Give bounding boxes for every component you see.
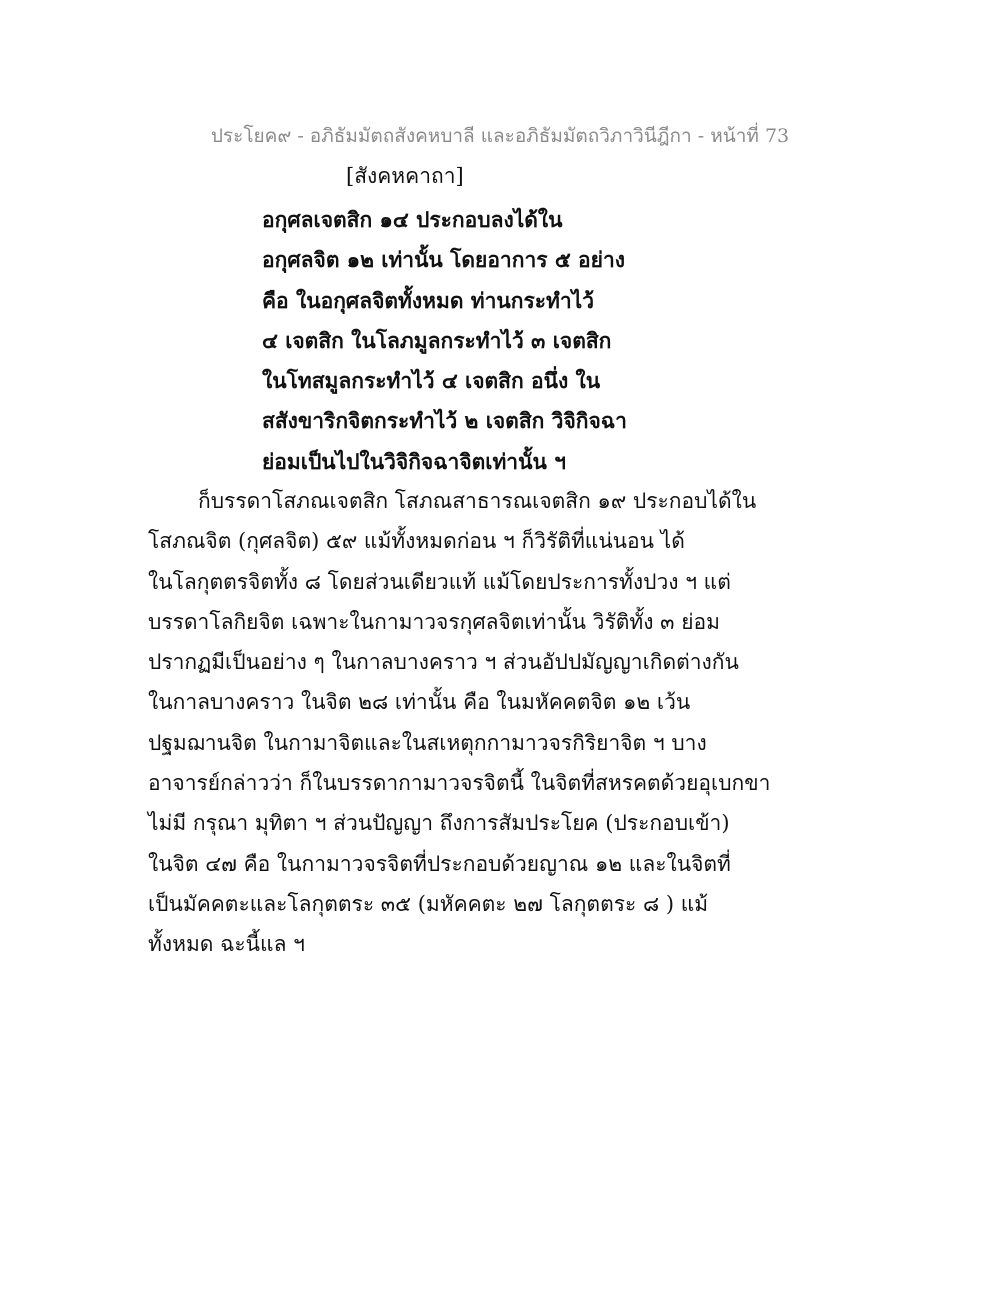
body-line: บรรดาโลกิยจิต เฉพาะในกามาวจรกุศลจิตเท่านั้น วิรัติทั้ง ๓ ย่อม: [148, 609, 720, 634]
verse-line: อกุศลจิต ๑๒ เท่านั้น โดยอาการ ๕ อย่าง: [262, 247, 625, 273]
body-paragraph: [148, 481, 770, 965]
body-line: ในโลกุตตรจิตทั้ง ๘ โดยส่วนเดียวแท้ แม้โดยประการทั้งปวง ฯ แต่: [148, 569, 731, 594]
verse-line: ย่อมเป็นไปในวิจิกิจฉาจิตเท่านั้น ฯ: [262, 448, 566, 474]
body-line: ทั้งหมด ฉะนี้แล ฯ: [148, 932, 305, 957]
body-line: ก็บรรดาโสภณเจตสิก โสภณสาธารณเจตสิก ๑๙ ประกอบได้ใน: [198, 489, 757, 513]
body-line: ปรากฏมีเป็นอย่าง ๆ ในกาลบางคราว ฯ ส่วนอัปปมัญญาเกิดต่างกัน: [148, 650, 739, 675]
verse-line: สสังขาริกจิตกระทำไว้ ๒ เจตสิก วิจิกิจฉา: [262, 408, 627, 434]
verse-block: [262, 200, 627, 482]
section-title: [สังคหคาถา]: [346, 164, 464, 188]
body-line: อาจารย์กล่าวว่า ก็ในบรรดากามาวจรจิตนี้ ในจิตที่สหรคตด้วยอุเบกขา: [148, 771, 771, 796]
body-line: โสภณจิต (กุศลจิต) ๕๙ แม้ทั้งหมดก่อน ฯ ก็วิรัติที่แน่นอน ได้: [148, 529, 685, 554]
body-line: เป็นมัคคตะและโลกุตตระ ๓๕ (มหัคคตะ ๒๗ โลกุตตระ ๘ ) แม้: [148, 891, 709, 916]
body-line: ในกาลบางคราว ในจิต ๒๘ เท่านั้น คือ ในมหัคคตจิต ๑๒ เว้น: [148, 690, 691, 715]
verse-line: คือ ในอกุศลจิตทั้งหมด ท่านกระทำไว้: [262, 287, 595, 313]
running-header: ประโยค๙ - อภิธัมมัตถสังคหบาลี และอภิธัมมัตถวิภาวินีฎีกา - หน้าที่ 73: [210, 125, 790, 147]
body-line: ปฐมฌานจิต ในกามาจิตและในสเหตุกกามาวจรกิริยาจิต ฯ บาง: [148, 730, 707, 755]
verse-line: ๔ เจตสิก ในโลภมูลกระทำไว้ ๓ เจตสิก: [262, 327, 612, 353]
verse-line: อกุศลเจตสิก ๑๔ ประกอบลงได้ใน: [262, 207, 563, 232]
body-line: ในจิต ๔๗ คือ ในกามาวจรจิตที่ประกอบด้วยญาณ ๑๒ และในจิตที่: [148, 851, 731, 876]
verse-line: ในโทสมูลกระทำไว้ ๔ เจตสิก อนึ่ง ใน: [262, 368, 601, 394]
body-line: ไม่มี กรุณา มุทิตา ฯ ส่วนปัญญา ถึงการสัมประโยค (ประกอบเข้า): [148, 811, 730, 836]
